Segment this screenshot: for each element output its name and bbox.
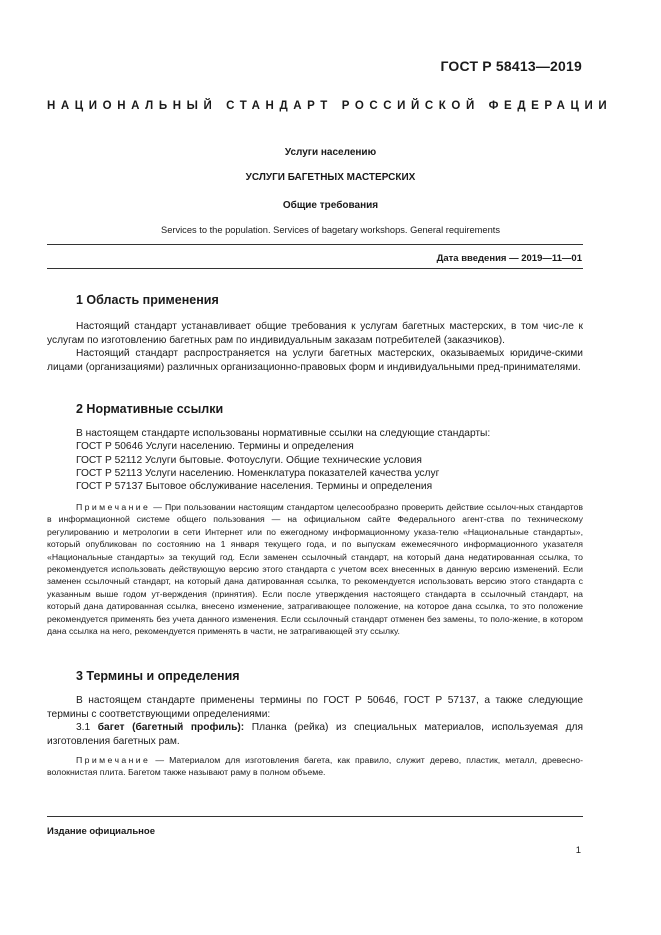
- section-1-paragraph: [47, 347, 583, 374]
- paragraph-text: В настоящем стандарте использованы нормативные ссылки на следующие стандарты:: [76, 428, 491, 439]
- note-label: Примечание: [76, 755, 151, 765]
- title-main: УСЛУГИ БАГЕТНЫХ МАСТЕРСКИХ: [245, 172, 416, 183]
- section-3-intro: [47, 694, 583, 721]
- national-standard-heading: НАЦИОНАЛЬНЫЙ СТАНДАРТ РОССИЙСКОЙ ФЕДЕРАЦИИ: [47, 100, 613, 112]
- reference-item: ГОСТ Р 57137 Бытовое обслуживание населения. Термины и определения: [76, 481, 433, 492]
- paragraph-text: Настоящий стандарт устанавливает общие требования к услугам багетных мастерских, в том чис-ле к услугам по изготовлению багетных рам по индивидуальным заказам потребителей (заказчиков).: [47, 321, 583, 346]
- reference-item: ГОСТ Р 50646 Услуги населению. Термины и определения: [76, 441, 354, 452]
- section-1-paragraph: [47, 320, 583, 347]
- section-3-note: [47, 754, 583, 779]
- reference-item: ГОСТ Р 52112 Услуги бытовые. Фотоуслуги. Общие технические условия: [76, 455, 422, 466]
- title-subtitle: Общие требования: [282, 200, 379, 211]
- note-text: — При пользовании настоящим стандартом целесообразно проверить действие ссылоч-ных стандартов в информационной системе общего пользования — на официальном сайте Федерального агент-ства по техническому регулированию и метрологии в сети Интернет или по ежегодному информационному указа-телю «Национальные стандарты», который опубликован по состоянию на 1 января текущего года, и по выпускам ежемесячного информационного указателя «Национальные стандарты» за текущий год. Если заменен ссылочный стандарт, на который дана недатированная ссылка, то рекомендуется использовать действующую версию этого стандарта с учетом всех внесенных в данную версию изменений. Если заменен ссылочный стандарт, на который дана датированная ссылка, то рекомендуется использовать версию этого стандарта с указанным выше годом ут-верждения (принятия). Если после утверждения настоящего стандарта в ссылочный стандарт, на который дана датированная ссылка, внесено изменение, затрагивающее положение, на которое дана ссылка, то это положение рекомендуется применять без учета данного изменения. Если ссылочный стандарт отменен без замены, то поло-жение, в котором дана ссылка на него, рекомендуется применять в части, не затрагивающей эту ссылку.: [47, 502, 583, 637]
- note-label: Примечание: [76, 502, 151, 512]
- paragraph-text: Настоящий стандарт распространяется на услуги багетных мастерских, оказываемых юридиче-скими лицами (организациями) различных организационно-правовых форм и индивидуальными пред-принимателями.: [47, 348, 583, 373]
- document-code: ГОСТ Р 58413—2019: [440, 58, 582, 74]
- reference-item: ГОСТ Р 52113 Услуги населению. Номенклатура показателей качества услуг: [76, 468, 440, 479]
- section-2-note: [47, 501, 583, 637]
- title-category: Услуги населению: [284, 147, 377, 158]
- edition-label: Издание официальное: [47, 826, 155, 837]
- page-number: 1: [575, 845, 581, 856]
- term-number: 3.1: [76, 722, 91, 733]
- term-definition: [47, 721, 583, 748]
- section-2-intro: [47, 427, 583, 441]
- paragraph-text: В настоящем стандарте применены термины по ГОСТ Р 50646, ГОСТ Р 57137, а также следующие термины с соответствующими определениями:: [47, 695, 583, 720]
- title-divider: [47, 244, 583, 245]
- section-1-heading: 1 Область применения: [76, 293, 219, 307]
- title-english: Services to the population. Services of bagetary workshops. General requirements: [161, 225, 500, 235]
- footer-divider: [47, 816, 583, 817]
- section-2-heading: 2 Нормативные ссылки: [76, 402, 224, 416]
- date-divider: [47, 268, 583, 269]
- term-text: Планка (рейка) из специальных материалов, используемая для изготовления багетных рам.: [47, 722, 583, 747]
- term-name: багет (багетный профиль):: [97, 722, 245, 733]
- section-3-heading: 3 Термины и определения: [76, 669, 240, 683]
- note-text: — Материалом для изготовления багета, как правило, служит дерево, пластик, металл, древесно-волокнистая плита. Багетом также называют раму в полном объеме.: [47, 755, 583, 778]
- intro-date: Дата введения — 2019—11—01: [436, 253, 582, 264]
